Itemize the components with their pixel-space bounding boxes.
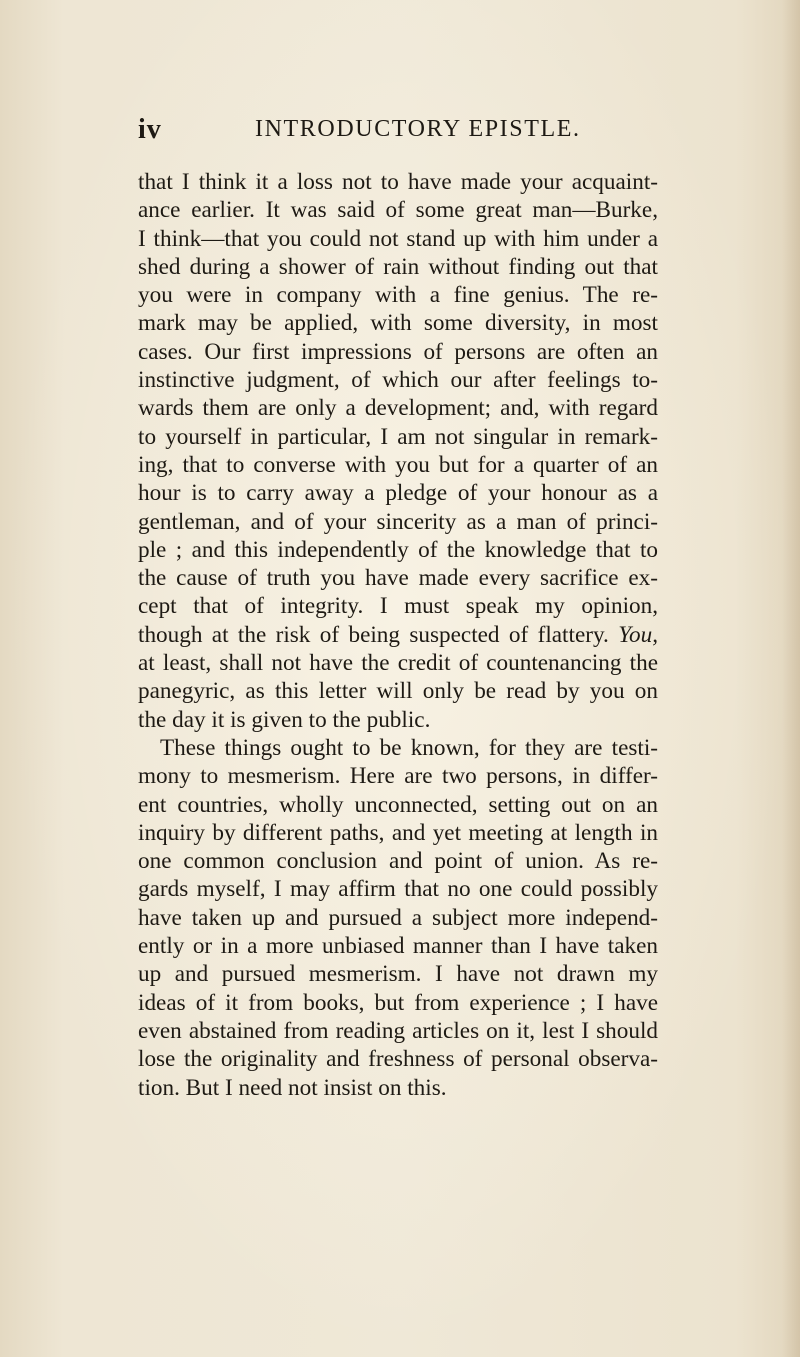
italic-word: You, [618,621,658,648]
text-line: gentleman, and of your sincerity as a man of princi- [138,508,658,535]
text-line: ing, that to converse with you but for a quarter of an [138,451,658,478]
text-line: at least, shall not have the credit of countenancing the [138,650,658,677]
text-line: cept that of integrity. I must speak my opinion, [138,593,658,620]
text-line: have taken up and pursued a subject more independ- [138,904,658,931]
page-header [138,114,658,154]
text-segment: though at the risk of being suspected of flattery. [138,621,609,648]
text-line-with-italic [138,621,658,649]
text-line: ideas of it from books, but from experience ; I have [138,989,658,1016]
running-head: INTRODUCTORY EPISTLE. [255,116,581,142]
text-line: inquiry by different paths, and yet meeting at length in [138,819,658,846]
text-line: hour is to carry away a pledge of your honour as a [138,480,658,507]
text-line: instinctive judgment, of which our after feelings to- [138,367,658,394]
text-line: panegyric, as this letter will only be read by you on [138,678,658,705]
text-line: cases. Our first impressions of persons are often an [138,338,658,365]
text-line: lose the originality and freshness of personal observa- [138,1046,658,1073]
text-line: up and pursued mesmerism. I have not drawn my [138,961,658,988]
text-line: even abstained from reading articles on it, lest I should [138,1017,658,1044]
body-text [138,168,658,1102]
text-line: ple ; and this independently of the knowledge that to [138,536,658,563]
text-line: wards them are only a development; and, with regard [138,395,658,422]
text-line: you were in company with a fine genius. The re- [138,282,658,309]
text-line: ent countries, wholly unconnected, setting out on an [138,791,658,818]
text-line: ently or in a more unbiased manner than I have taken [138,933,658,960]
page-number: iv [138,114,162,145]
text-line: one common conclusion and point of union. As re- [138,848,658,875]
page-edge-stain [782,0,800,1357]
text-line: ance earlier. It was said of some great man—Burke, [138,197,658,224]
paragraph-end-line: the day it is given to the public. [138,706,431,733]
text-line: the cause of truth you have made every sacrifice ex- [138,565,658,592]
text-line: mony to mesmerism. Here are two persons, in differ- [138,763,658,790]
text-line: shed during a shower of rain without finding out that [138,253,658,280]
paragraph-end-line: tion. But I need not insist on this. [138,1074,447,1101]
text-line: to yourself in particular, I am not singular in remark- [138,423,658,450]
text-line: that I think it a loss not to have made your acquaint- [138,169,658,195]
text-line: gards myself, I may affirm that no one could possibly [138,876,658,903]
text-line: I think—that you could not stand up with him under a [138,225,658,252]
paragraph-start-line: These things ought to be known, for they are testi- [160,734,658,761]
text-line: mark may be applied, with some diversity, in most [138,310,658,337]
